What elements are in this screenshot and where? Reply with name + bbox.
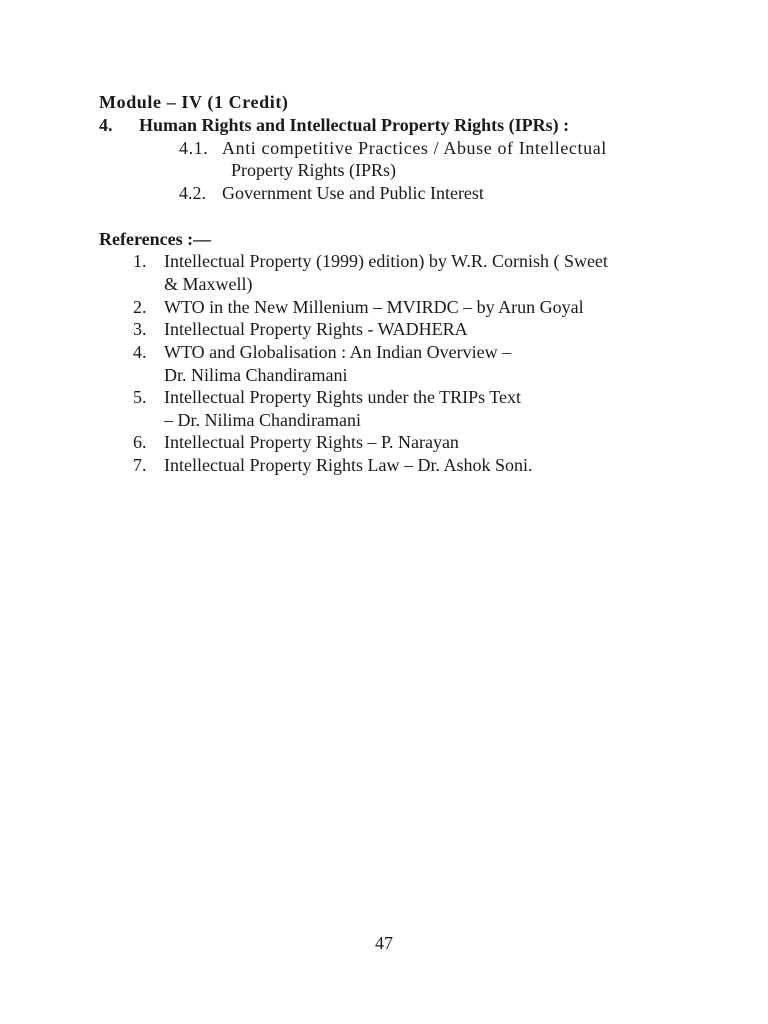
subsection-text: Property Rights (IPRs) <box>231 160 397 180</box>
reference-number: 6. <box>133 432 147 452</box>
reference-number: 4. <box>133 342 147 362</box>
subsection-number: 4.1. <box>179 138 209 158</box>
page-number: 47 <box>375 933 393 953</box>
reference-text: Intellectual Property Rights - WADHERA <box>164 319 468 339</box>
section-number: 4. <box>99 115 113 135</box>
subsection-text: Government Use and Public Interest <box>222 183 484 203</box>
subsection-text: Anti competitive Practices / Abuse of Intellectual <box>222 138 607 158</box>
reference-number: 7. <box>133 455 147 475</box>
reference-text: WTO and Globalisation : An Indian Overview – <box>164 342 512 362</box>
reference-number: 5. <box>133 387 147 407</box>
section-title: Human Rights and Intellectual Property Rights (IPRs) : <box>139 115 570 135</box>
reference-text: – Dr. Nilima Chandiramani <box>164 410 361 430</box>
module-heading: Module – IV (1 Credit) <box>99 92 289 112</box>
references-heading: References :— <box>99 229 212 249</box>
reference-text: Dr. Nilima Chandiramani <box>164 365 348 385</box>
reference-text: Intellectual Property Rights Law – Dr. Ashok Soni. <box>164 455 533 475</box>
reference-text: Intellectual Property Rights – P. Narayan <box>164 432 459 452</box>
reference-number: 3. <box>133 319 147 339</box>
reference-number: 1. <box>133 251 147 271</box>
reference-number: 2. <box>133 297 147 317</box>
reference-text: WTO in the New Millenium – MVIRDC – by Arun Goyal <box>164 297 584 317</box>
reference-text: Intellectual Property (1999) edition) by W.R. Cornish ( Sweet <box>164 251 608 271</box>
reference-text: Intellectual Property Rights under the TRIPs Text <box>164 387 522 407</box>
reference-text: & Maxwell) <box>164 274 253 294</box>
subsection-number: 4.2. <box>179 183 206 203</box>
